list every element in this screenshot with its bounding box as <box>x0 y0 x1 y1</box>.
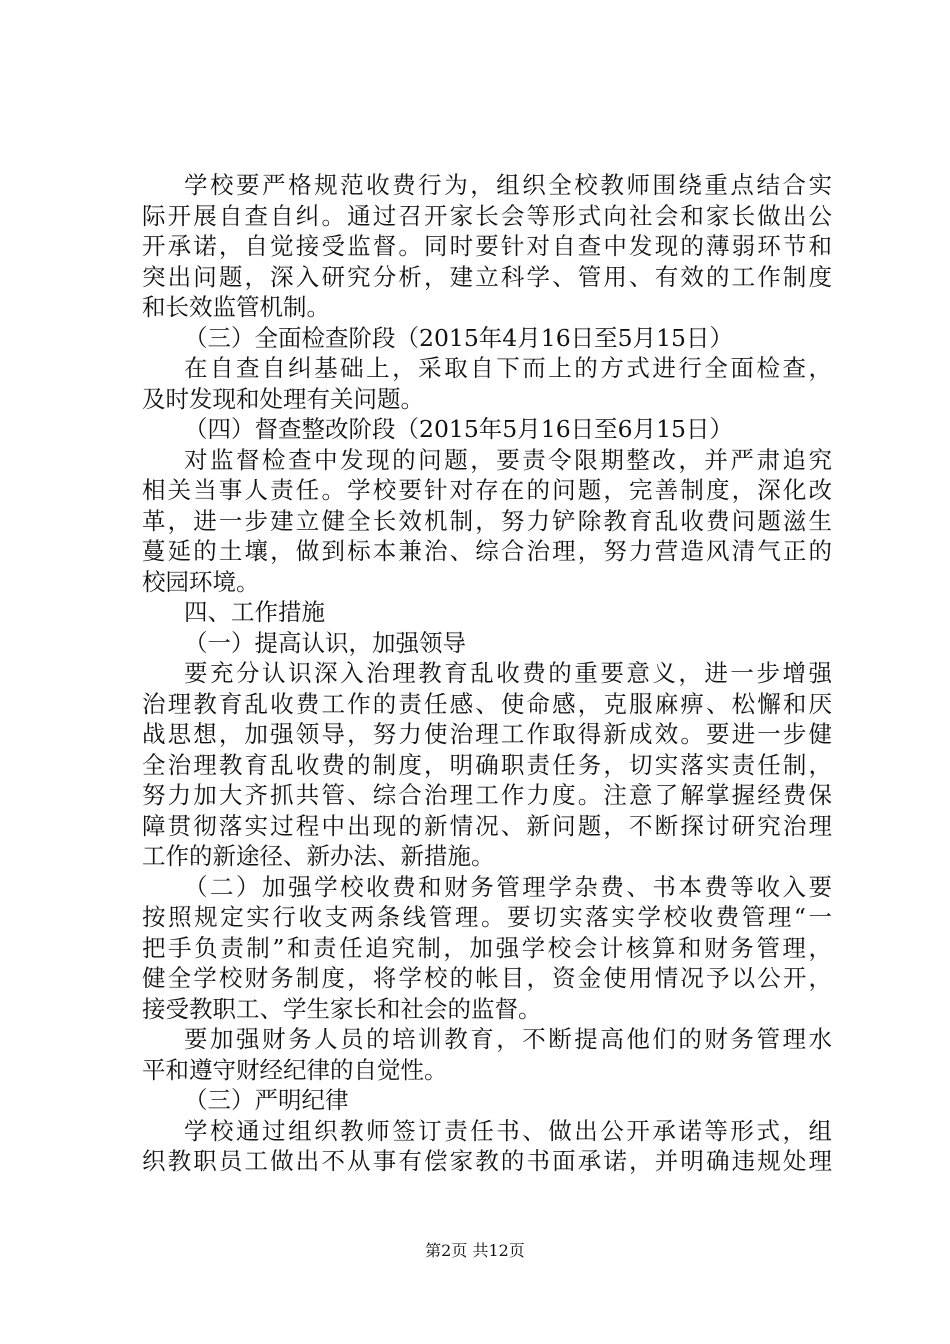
text-line: 学校通过组织教师签订责任书、做出公开承诺等形式，组 <box>184 1116 832 1145</box>
text-line: 障贯彻落实过程中出现的新情况、新问题，不断探讨研究治理 <box>142 811 832 840</box>
text-line: 战思想，加强领导，努力使治理工作取得新成效。要进一步健 <box>142 720 832 748</box>
text-line: 相关当事人责任。学校要针对存在的问题，完善制度，深化改 <box>142 476 832 504</box>
text-line: 治理教育乱收费工作的责任感、使命感，克服麻痹、松懈和厌 <box>142 689 832 718</box>
text-line: 工作的新途径、新办法、新措施。 <box>142 842 495 870</box>
text-line: 努力加大齐抓共管、综合治理工作力度。注意了解掌握经费保 <box>142 781 832 809</box>
document-body <box>142 170 832 1177</box>
text-line: 和长效监管机制。 <box>142 293 330 321</box>
text-line: 对监督检查中发现的问题，要责令限期整改，并严肃追究 <box>184 445 832 474</box>
text-line: 学校要严格规范收费行为，组织全校教师围绕重点结合实 <box>184 171 832 199</box>
text-line: 织教职员工做出不从事有偿家教的书面承诺，并明确违规处理 <box>142 1147 832 1175</box>
text-line: 把手负责制”和责任追究制，加强学校会计核算和财务管理， <box>142 933 832 962</box>
text-line: （四）督查整改阶段（2015年5月16日至6月15日） <box>184 415 734 443</box>
text-line: 际开展自查自纠。通过召开家长会等形式向社会和家长做出公 <box>142 201 832 230</box>
text-line: （二）加强学校收费和财务管理学杂费、书本费等收入要 <box>184 872 832 901</box>
text-line: 全治理教育乱收费的制度，明确职责任务，切实落实责任制， <box>142 750 832 779</box>
text-line: 平和遵守财经纪律的自觉性。 <box>142 1055 448 1084</box>
text-line: 突出问题，深入研究分析，建立科学、管用、有效的工作制度 <box>142 262 832 291</box>
text-line: 及时发现和处理有关问题。 <box>142 384 424 413</box>
text-line: 校园环境。 <box>142 567 260 596</box>
text-line: 要充分认识深入治理教育乱收费的重要意义，进一步增强 <box>184 659 832 687</box>
text-line: 接受教职工、学生家长和社会的监督。 <box>142 994 542 1023</box>
text-line: （三）全面检查阶段（2015年4月16日至5月15日） <box>184 323 734 352</box>
text-line: 健全学校财务制度，将学校的帐目，资金使用情况予以公开， <box>142 964 832 992</box>
page-footer: 第2页 共12页 <box>425 1241 525 1260</box>
text-line: 要加强财务人员的培训教育，不断提高他们的财务管理水 <box>184 1025 832 1053</box>
text-line: 四、工作措施 <box>184 598 325 626</box>
text-line: 按照规定实行收支两条线管理。要切实落实学校收费管理“一 <box>142 903 832 931</box>
text-line: 在自查自纠基础上，采取自下而上的方式进行全面检查， <box>184 354 832 382</box>
text-line: （三）严明纪律 <box>184 1086 349 1114</box>
text-line: 开承诺，自觉接受监督。同时要针对自查中发现的薄弱环节和 <box>142 232 832 260</box>
text-line: （一）提高认识，加强领导 <box>184 628 466 657</box>
text-line: 革，进一步建立健全长效机制，努力铲除教育乱收费问题滋生 <box>142 506 832 535</box>
text-line: 蔓延的土壤，做到标本兼治、综合治理，努力营造风清气正的 <box>142 537 832 565</box>
